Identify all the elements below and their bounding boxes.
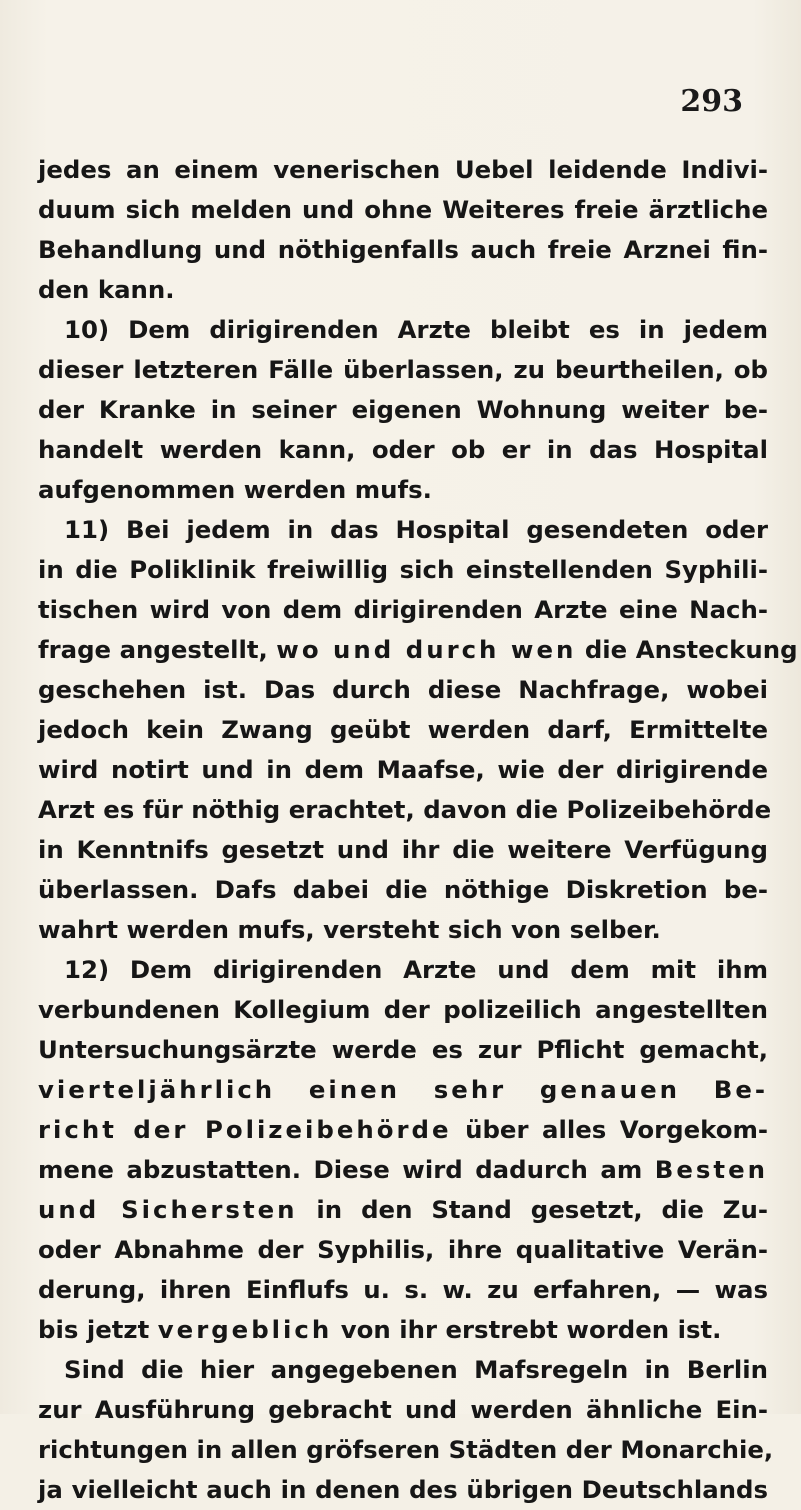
- text-line: [38, 1070, 768, 1110]
- text-segment: richtungen in allen gröfseren Städten der Monarchie,: [38, 1435, 774, 1464]
- text-line: [38, 830, 768, 870]
- text-segment: tischen wird von dem dirigirenden Arzte eine Nach-: [38, 595, 768, 624]
- text-line: [38, 790, 772, 830]
- text-segment: 10) Dem dirigirenden Arzte bleibt es in jedem: [64, 315, 768, 344]
- spaced-emphasis-text: wo und durch wen: [276, 635, 577, 664]
- text-segment: Arzt es für nöthig erachtet, davon die Polizeibehörde: [38, 795, 772, 824]
- text-line: [38, 310, 768, 350]
- text-segment: aufgenommen werden mufs.: [38, 475, 432, 504]
- text-segment: wird notirt und in dem Maafse, wie der dirigirende: [38, 755, 768, 784]
- text-segment: ja vielleicht auch in denen des übrigen Deutschlands: [38, 1475, 768, 1504]
- text-segment: 12) Dem dirigirenden Arzte und dem mit ihm: [64, 955, 768, 984]
- text-segment: Sind die hier angegebenen Mafsregeln in Berlin: [64, 1355, 768, 1384]
- text-segment: jedes an einem venerischen Uebel leidende Indivi-: [38, 155, 768, 184]
- text-line: [38, 670, 768, 710]
- text-segment: den kann.: [38, 275, 175, 304]
- text-line: [38, 630, 798, 670]
- text-line: [38, 190, 768, 230]
- text-line: [38, 1030, 768, 1070]
- text-line: [38, 270, 768, 310]
- text-segment: zur Ausführung gebracht und werden ähnliche Ein-: [38, 1395, 768, 1424]
- text-line: [38, 350, 768, 390]
- text-segment: verbundenen Kollegium der polizeilich angestellten: [38, 995, 768, 1024]
- text-segment: geschehen ist. Das durch diese Nachfrage, wobei: [38, 675, 768, 704]
- text-line: [38, 870, 768, 910]
- text-line: [38, 1190, 768, 1230]
- text-line: [38, 430, 768, 470]
- text-segment: in den Stand gesetzt, die Zu-: [297, 1195, 768, 1224]
- text-line: [38, 470, 768, 510]
- text-segment: von ihr erstrebt worden ist.: [332, 1315, 722, 1344]
- text-segment: Untersuchungsärzte werde es zur Pflicht gemacht,: [38, 1035, 768, 1064]
- text-segment: die Ansteckung: [576, 635, 798, 664]
- text-segment: über alles Vorgekom-: [451, 1115, 768, 1144]
- page-number: 293: [680, 84, 743, 119]
- text-segment: überlassen. Dafs dabei die nöthige Diskretion be-: [38, 875, 768, 904]
- text-segment: in Kenntnifs gesetzt und ihr die weitere Verfügung: [38, 835, 768, 864]
- spaced-emphasis-text: vierteljährlich einen sehr genauen Be-: [38, 1075, 768, 1104]
- text-line: [38, 1230, 768, 1270]
- text-line: [38, 710, 768, 750]
- text-line: [38, 550, 768, 590]
- spaced-emphasis-text: Besten: [654, 1155, 768, 1184]
- text-line: [38, 150, 768, 190]
- text-segment: jedoch kein Zwang geübt werden darf, Ermittelte: [38, 715, 768, 744]
- text-segment: der Kranke in seiner eigenen Wohnung weiter be-: [38, 395, 768, 424]
- text-line: [38, 750, 768, 790]
- text-line: [38, 590, 768, 630]
- spaced-emphasis-text: vergeblich: [157, 1315, 333, 1344]
- text-line: [38, 990, 768, 1030]
- text-line: [38, 910, 768, 950]
- text-segment: 11) Bei jedem in das Hospital gesendeten oder: [64, 515, 768, 544]
- text-segment: handelt werden kann, oder ob er in das Hospital: [38, 435, 768, 464]
- text-line: [38, 1430, 774, 1470]
- text-line: [38, 1110, 768, 1150]
- text-line: [38, 1270, 768, 1310]
- text-line: [38, 1390, 768, 1430]
- text-line: [38, 1470, 768, 1510]
- text-segment: dieser letzteren Fälle überlassen, zu beurtheilen, ob: [38, 355, 768, 384]
- text-segment: Behandlung und nöthigenfalls auch freie Arznei fin-: [38, 235, 768, 264]
- text-segment: wahrt werden mufs, versteht sich von selber.: [38, 915, 661, 944]
- text-segment: derung, ihren Einflufs u. s. w. zu erfahren, — was: [38, 1275, 768, 1304]
- text-line: [38, 1150, 768, 1190]
- text-segment: duum sich melden und ohne Weiteres freie ärztliche: [38, 195, 768, 224]
- text-line: [38, 1310, 768, 1350]
- text-segment: frage angestellt,: [38, 635, 277, 664]
- spaced-emphasis-text: richt der Polizeibehörde: [38, 1115, 452, 1144]
- text-line: [38, 510, 768, 550]
- text-segment: mene abzustatten. Diese wird dadurch am: [38, 1155, 655, 1184]
- text-line: [38, 950, 768, 990]
- text-line: [38, 230, 768, 270]
- text-segment: oder Abnahme der Syphilis, ihre qualitative Verän-: [38, 1235, 768, 1264]
- text-line: [38, 390, 768, 430]
- spaced-emphasis-text: und Sichersten: [38, 1195, 298, 1224]
- body-text: [38, 150, 798, 1510]
- text-segment: bis jetzt: [38, 1315, 158, 1344]
- text-line: [38, 1350, 768, 1390]
- text-segment: in die Poliklinik freiwillig sich einstellenden Syphili-: [38, 555, 768, 584]
